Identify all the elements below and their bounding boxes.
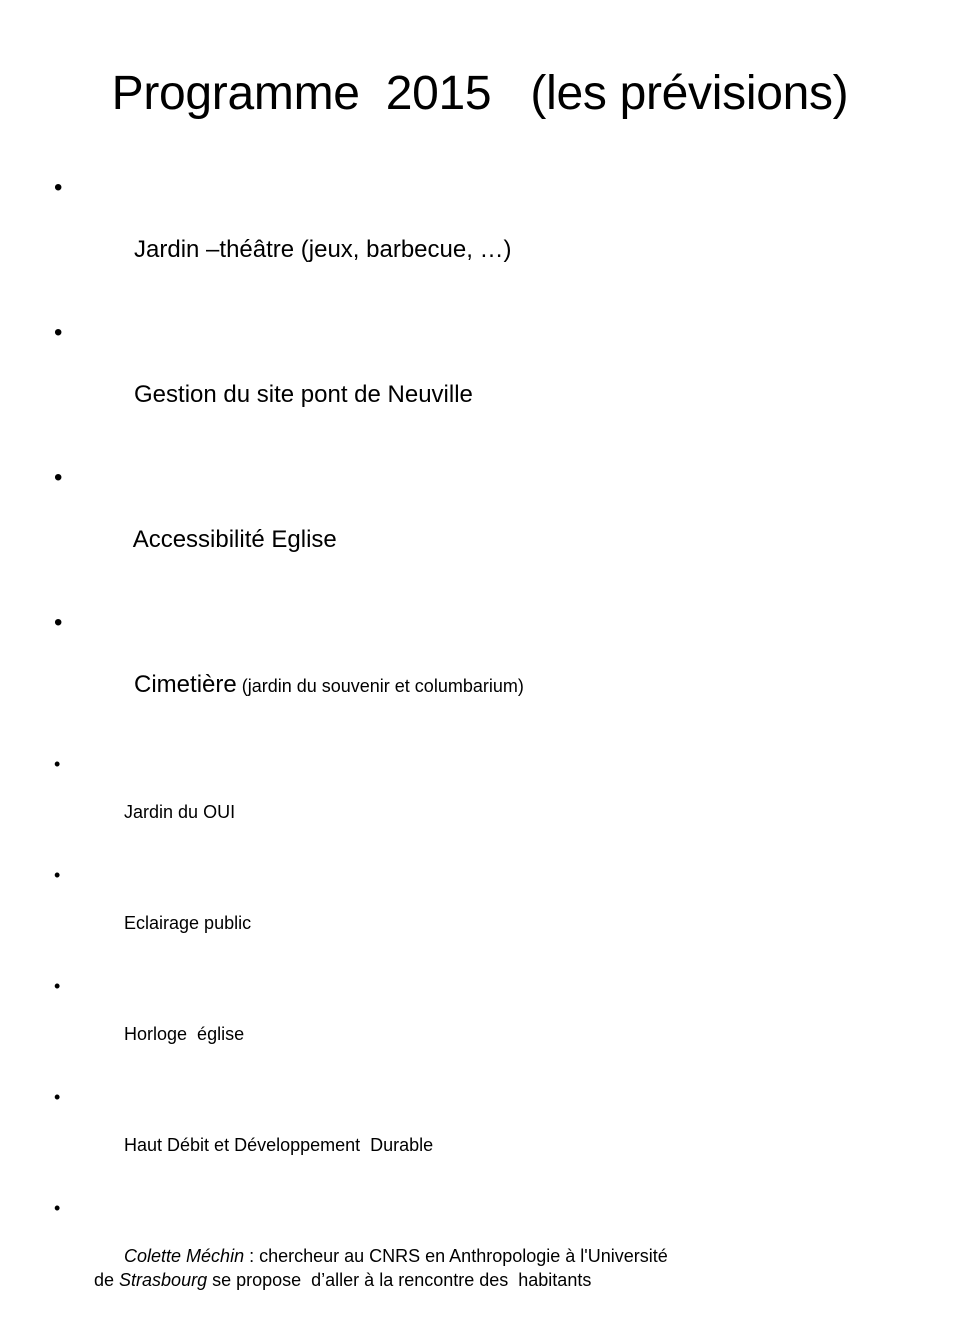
bullet-text-b: de [94,1270,120,1290]
bullet-item-gestion-site [54,317,914,441]
bullet-text: Jardin –théâtre (jeux, barbecue, …) [134,236,512,263]
bullet-text: Eclairage public [124,913,252,933]
bullet-text-c: se propose d’aller à la rencontre des habitants [207,1270,592,1290]
bullet-icon: • [54,976,61,996]
bullet-person-name: Colette Méchin [124,1246,245,1266]
bullet-list [54,172,914,1331]
bullet-item-eclairage [54,863,914,959]
bullet-item-jardin-oui [54,752,914,848]
bullet-text: Accessibilité Eglise [132,526,337,553]
bullet-text: Haut Débit et Développement Durable [124,1135,434,1155]
bullet-text: Cimetière [134,671,237,698]
bullet-item-cimetiere [54,607,914,733]
bullet-item-colette-mechin [54,1196,914,1316]
bullet-icon: • [54,174,63,201]
bullet-item-haut-debit [54,1085,914,1181]
bullet-text-a: : chercheur au CNRS en Anthropologie à l'Université [244,1246,668,1266]
bullet-item-jardin-theatre [54,172,914,296]
slide-title: Programme 2015 (les prévisions) [111,67,849,120]
bullet-item-accessibilite [54,462,914,586]
bullet-icon: • [54,464,63,491]
bullet-icon: • [54,865,61,885]
bullet-text: Horloge église [124,1024,245,1044]
bullet-item-horloge [54,974,914,1070]
bullet-icon: • [54,609,63,636]
bullet-icon: • [54,1087,61,1107]
bullet-icon: • [54,754,61,774]
bullet-icon: • [54,1198,61,1218]
bullet-text: Jardin du OUI [124,802,236,822]
bullet-text: Gestion du site pont de Neuville [134,381,473,408]
bullet-icon: • [54,319,63,346]
bullet-city: Strasbourg [119,1270,208,1290]
bullet-note: (jardin du souvenir et columbarium) [236,676,524,696]
